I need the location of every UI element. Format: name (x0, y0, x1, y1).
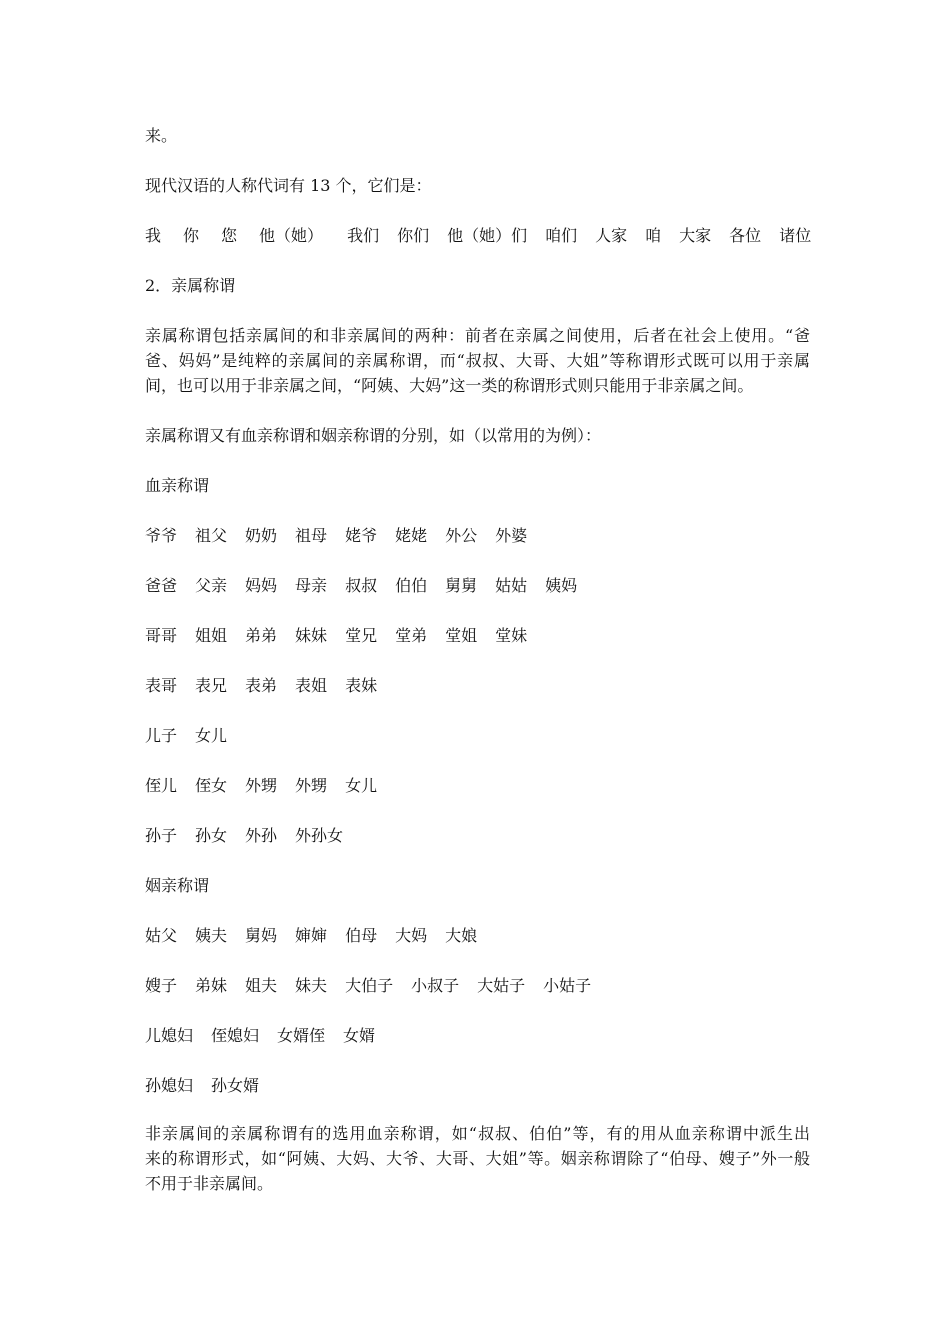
kinship-term: 小叔子 (411, 976, 460, 995)
kinship-term: 弟妹 (195, 976, 228, 995)
kinship-term: 姥爷 (345, 526, 378, 545)
term-row (145, 774, 377, 798)
kinship-term: 叔叔 (345, 576, 378, 595)
term-row (145, 674, 377, 698)
term-row (145, 574, 577, 598)
pronoun-term: 咱 (645, 226, 662, 245)
kinship-term: 孙女 (195, 826, 228, 845)
kinship-term: 孙女婿 (211, 1076, 260, 1095)
pronoun-term: 人家 (595, 226, 628, 245)
kinship-term: 婶婶 (295, 926, 328, 945)
paragraph-kinship-types: 亲属称谓又有血亲称谓和姻亲称谓的分别，如（以常用的为例）： (145, 426, 602, 445)
blood-kinship-heading: 血亲称谓 (145, 476, 210, 495)
kinship-term: 外公 (445, 526, 478, 545)
pronoun-list (145, 224, 811, 248)
kinship-term: 女儿 (345, 776, 378, 795)
kinship-term: 祖母 (295, 526, 328, 545)
kinship-term: 哥哥 (145, 626, 178, 645)
kinship-term: 父亲 (195, 576, 228, 595)
kinship-term: 母亲 (295, 576, 328, 595)
kinship-term: 姑姑 (495, 576, 528, 595)
kinship-term: 堂兄 (345, 626, 378, 645)
kinship-term: 孙子 (145, 826, 178, 845)
paragraph-line: 爸、妈妈”是纯粹的亲属间的亲属称谓，而“叔叔、大哥、大姐”等称谓形式既可以用于亲属 (145, 351, 810, 370)
term-row (145, 974, 591, 998)
kinship-term: 外甥 (245, 776, 278, 795)
kinship-term: 大伯子 (345, 976, 394, 995)
kinship-term: 侄儿 (145, 776, 178, 795)
pronoun-term: 他（她）们 (447, 226, 528, 245)
term-row (145, 724, 227, 748)
pronoun-term: 我们 (347, 226, 380, 245)
kinship-term: 表兄 (195, 676, 228, 695)
continuation-line: 来。 (145, 126, 178, 145)
kinship-term: 嫂子 (145, 976, 178, 995)
kinship-term: 大娘 (445, 926, 478, 945)
paragraph-line: 不用于非亲属间。 (145, 1174, 274, 1193)
kinship-term: 姥姥 (395, 526, 428, 545)
pronoun-term: 大家 (679, 226, 712, 245)
kinship-term: 小姑子 (543, 976, 592, 995)
kinship-term: 侄女 (195, 776, 228, 795)
kinship-term: 舅舅 (445, 576, 478, 595)
term-row (145, 1074, 259, 1098)
section-heading: 2．亲属称谓 (145, 276, 236, 295)
kinship-term: 外孙女 (295, 826, 344, 845)
kinship-term: 大姑子 (477, 976, 526, 995)
kinship-term: 姐姐 (195, 626, 228, 645)
kinship-term: 舅妈 (245, 926, 278, 945)
kinship-term: 女婿 (343, 1026, 376, 1045)
paragraph-line: 亲属称谓包括亲属间的和非亲属间的两种：前者在亲属之间使用，后者在社会上使用。“爸 (145, 326, 810, 345)
term-row (145, 824, 343, 848)
kinship-term: 堂姐 (445, 626, 478, 645)
kinship-term: 堂弟 (395, 626, 428, 645)
kinship-term: 堂妹 (495, 626, 528, 645)
kinship-term: 儿子 (145, 726, 178, 745)
paragraph-line: 非亲属间的亲属称谓有的选用血亲称谓，如“叔叔、伯伯”等，有的用从血亲称谓中派生出 (145, 1124, 810, 1143)
kinship-term: 表哥 (145, 676, 178, 695)
paragraph-kinship-intro (145, 323, 810, 398)
kinship-term: 姨妈 (545, 576, 578, 595)
pronoun-term: 咱们 (545, 226, 578, 245)
kinship-term: 孙媳妇 (145, 1076, 194, 1095)
kinship-term: 表弟 (245, 676, 278, 695)
pronoun-term: 你们 (397, 226, 430, 245)
kinship-term: 表姐 (295, 676, 328, 695)
kinship-term: 妈妈 (245, 576, 278, 595)
term-row (145, 624, 527, 648)
pronoun-term: 他（她） (259, 226, 324, 245)
kinship-term: 奶奶 (245, 526, 278, 545)
kinship-term: 姑父 (145, 926, 178, 945)
kinship-term: 妹妹 (295, 626, 328, 645)
kinship-term: 侄媳妇 (211, 1026, 260, 1045)
kinship-term: 爷爷 (145, 526, 178, 545)
kinship-term: 大妈 (395, 926, 428, 945)
kinship-term: 爸爸 (145, 576, 178, 595)
kinship-term: 表妹 (345, 676, 378, 695)
paragraph-line: 间，也可以用于非亲属之间，“阿姨、大妈”这一类的称谓形式则只能用于非亲属之间。 (145, 376, 754, 395)
kinship-term: 女婿侄 (277, 1026, 326, 1045)
kinship-term: 姨夫 (195, 926, 228, 945)
kinship-term: 祖父 (195, 526, 228, 545)
kinship-term: 外婆 (495, 526, 528, 545)
kinship-term: 儿媳妇 (145, 1026, 194, 1045)
pronoun-term: 各位 (729, 226, 762, 245)
pronoun-term: 你 (183, 226, 200, 245)
marriage-kinship-heading: 姻亲称谓 (145, 876, 210, 895)
kinship-term: 姐夫 (245, 976, 278, 995)
paragraph-non-kin-usage (145, 1121, 810, 1196)
pronoun-term: 我 (145, 226, 162, 245)
kinship-term: 弟弟 (245, 626, 278, 645)
kinship-term: 女儿 (195, 726, 228, 745)
pronoun-term: 诸位 (779, 226, 812, 245)
kinship-term: 妹夫 (295, 976, 328, 995)
paragraph-line: 来的称谓形式，如“阿姨、大妈、大爷、大哥、大姐”等。姻亲称谓除了“伯母、嫂子”外一般 (145, 1149, 810, 1168)
pronoun-intro: 现代汉语的人称代词有 13 个，它们是： (145, 176, 432, 195)
kinship-term: 外孙 (245, 826, 278, 845)
kinship-term: 伯母 (345, 926, 378, 945)
kinship-term: 伯伯 (395, 576, 428, 595)
term-row (145, 924, 477, 948)
kinship-term: 外甥 (295, 776, 328, 795)
term-row (145, 1024, 375, 1048)
term-row (145, 524, 527, 548)
pronoun-term: 您 (221, 226, 238, 245)
